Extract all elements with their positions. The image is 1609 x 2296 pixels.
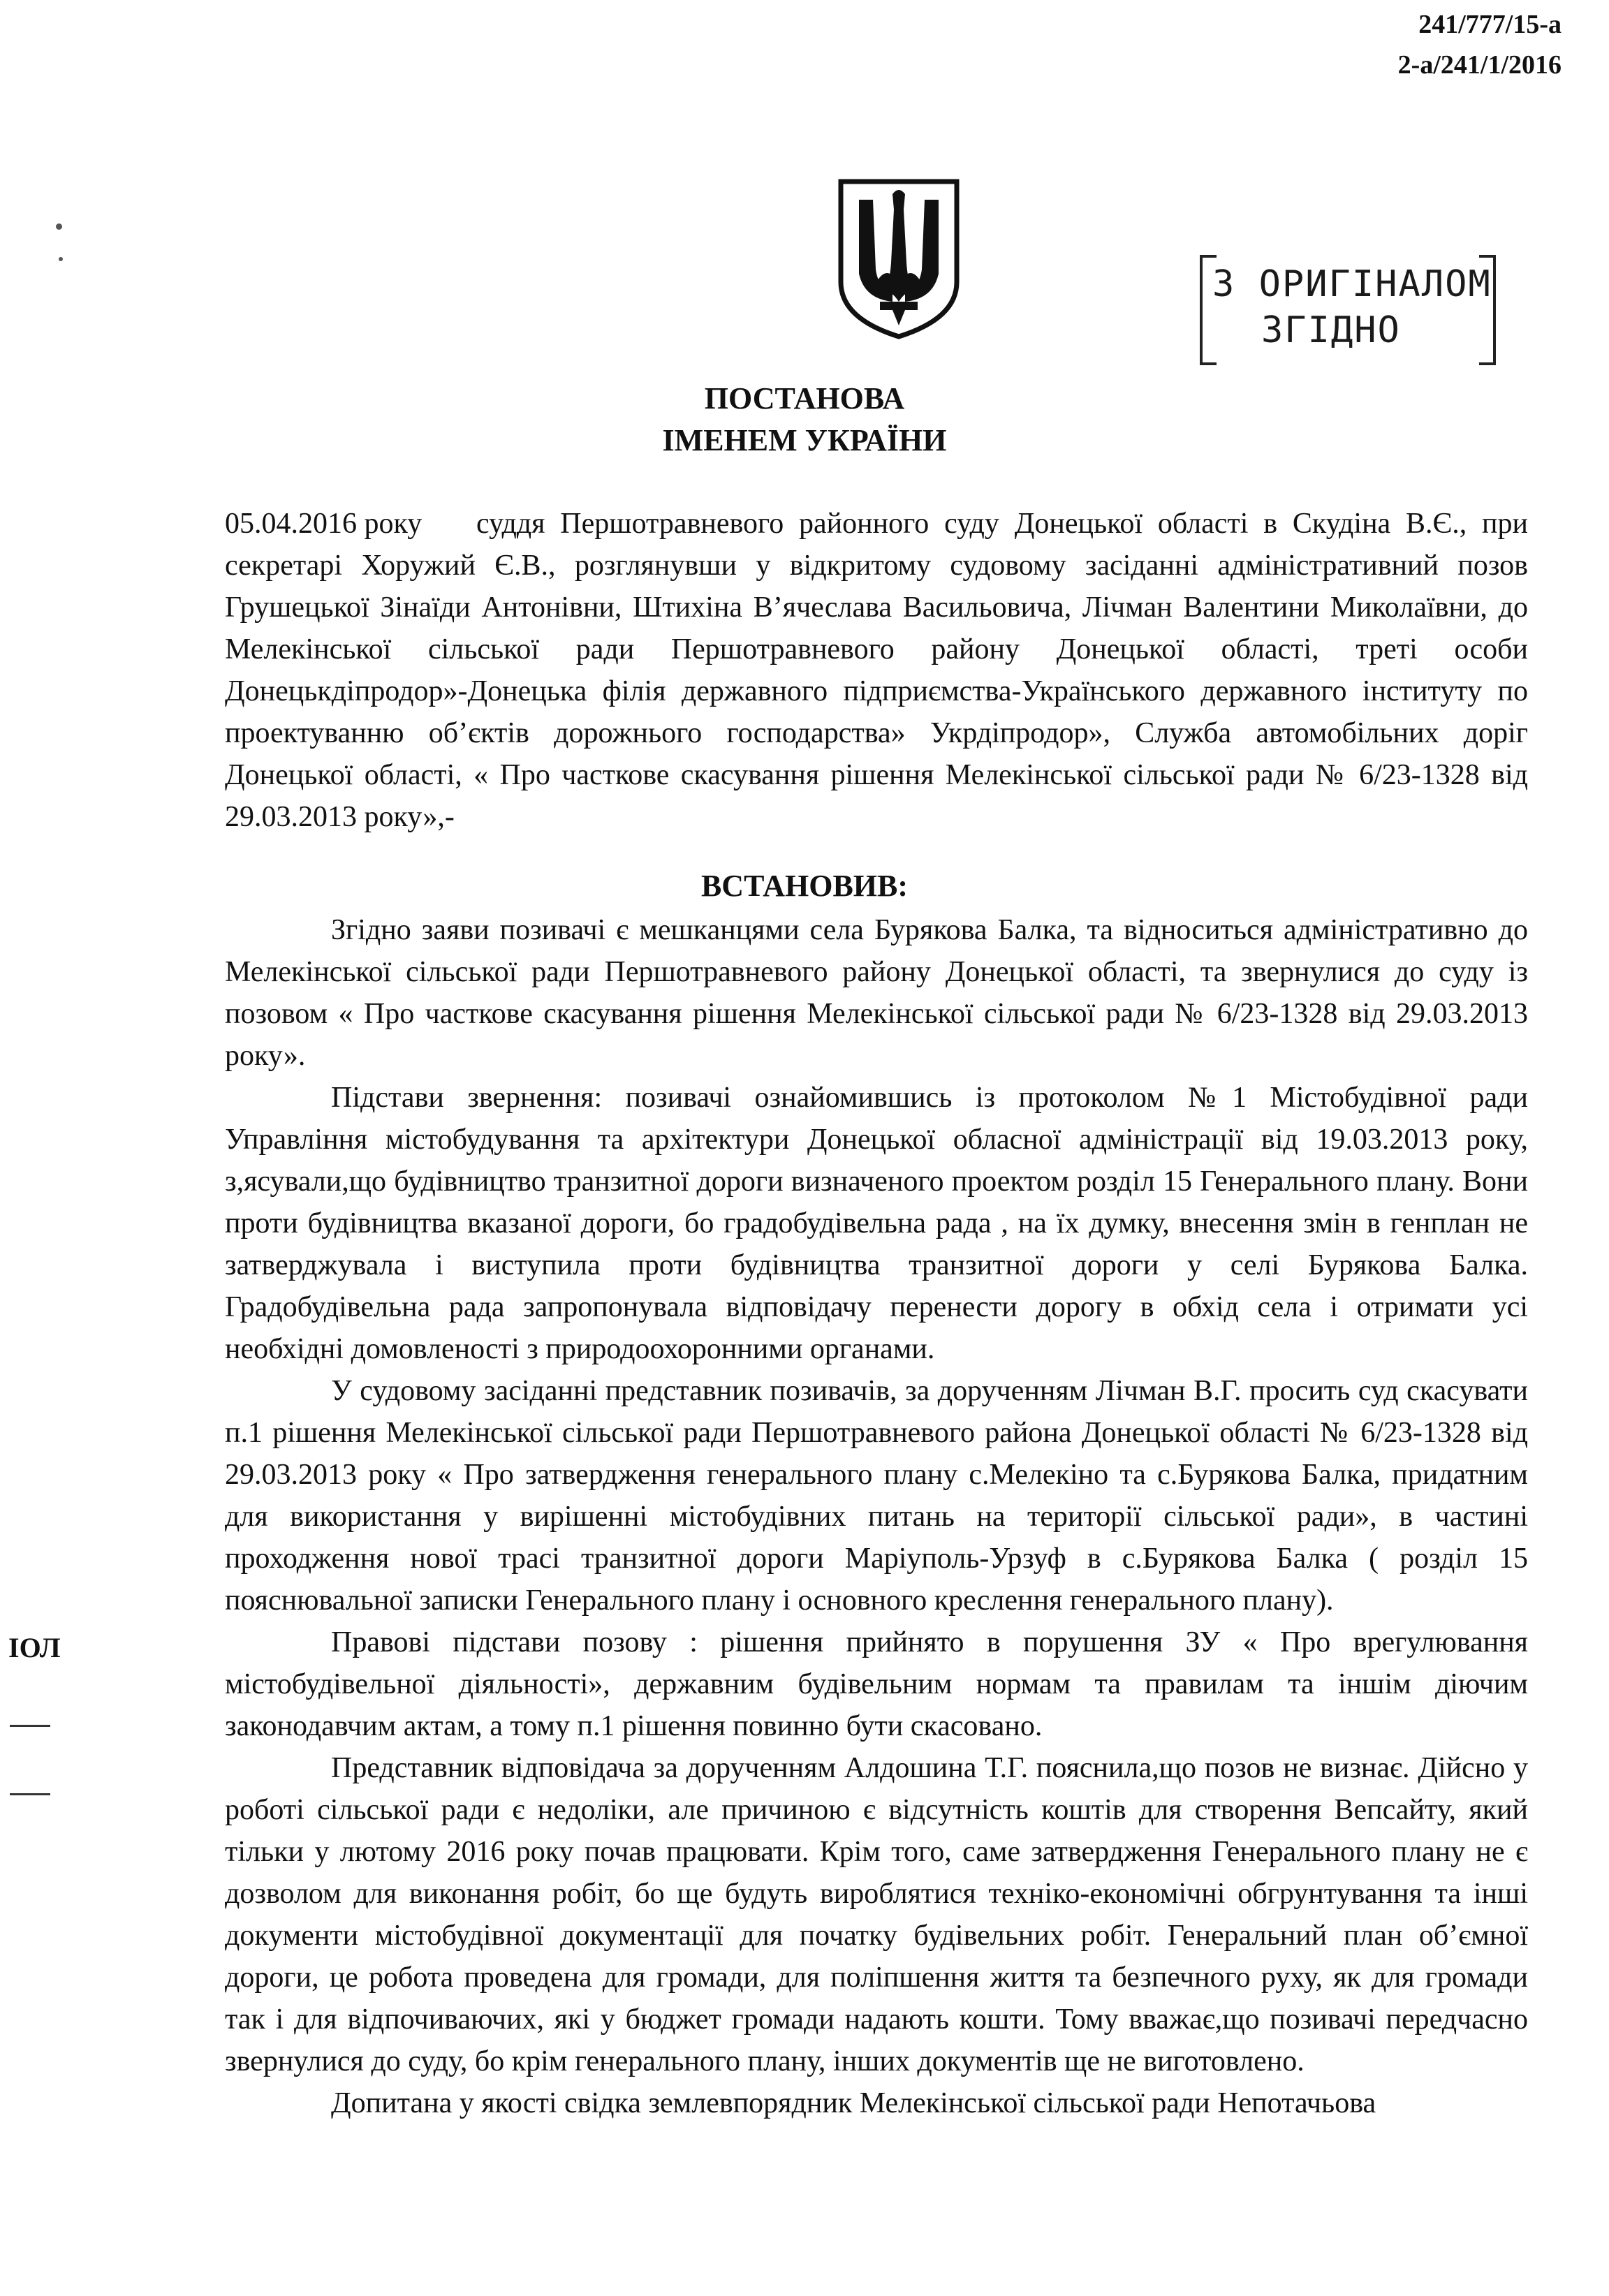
stamp-line-2: ЗГІДНО xyxy=(1261,309,1401,351)
margin-dash xyxy=(10,1793,50,1795)
paragraph: Згідно заяви позивачі є мешканцями села Бурякова Балка, та відноситься адміністративно до Мелекінської сільської ради Першотравневого району Донецької області, та звернулися до суду із позовом « Про часткове скасування рішення Мелекінської сільської ради № 6/23-1328 від 29.03.2013 року». xyxy=(225,914,1528,1072)
document-subtitle: ІМЕНЕМ УКРАЇНИ xyxy=(662,423,947,457)
paragraph: У судовому засіданні представник позивачів, за дорученням Лічман В.Г. просить суд скасувати п.1 рішення Мелекінської сільської ради Першотравневого района Донецької області № 6/23-1328 від 29.03.2013 року « Про затвердження генерального плану с.Мелекіно та с.Бурякова Балка, придатним для використання у вирішенні містобудівних питань на території сільської ради», в частині проходження нової трасі транзитної дороги Маріуполь-Урзуф в с.Бурякова Балка ( розділ 15 пояснювальної записки Генерального плану і основного креслення генерального плану). xyxy=(225,1375,1528,1617)
trident-emblem-icon xyxy=(837,179,961,339)
paragraph: Підстави звернення: позивачі ознайомившись із протоколом №1 Містобудівної ради Управління містобудування та архітектури Донецької обласної адміністрації від 19.03.2013 року, з,ясували,що будівництво транзитної дороги визначеного проектом розділ 15 Генерального плану. Вони проти будівництва вказаної дороги, бо градобудівельна рада , на їх думку, внесення змін в генплан не затверджувала і виступила проти будівництва транзитної дороги у селі Бурякова Балка. Градобудівельна рада запропонувала відповідачу перенести дорогу в обхід села і отримати усі необхідні домовленості з природоохоронними органами. xyxy=(225,1082,1528,1365)
paragraph: Представник відповідача за дорученням Алдошина Т.Г. пояснила,що позов не визнає. Дійсно у роботі сільської ради є недоліки, але причиною є відсутність коштів для створення Вепсайту, який тільки у лютому 2016 року почав працювати. Крім того, саме затвердження Генерального плану не є дозволом для виконання робіт, бо ще будуть вироблятися техніко-економічні обгрунтування та інші документи містобудівної документації для початку будівельних робіт. Генеральний план об’ємної дороги, це робота проведена для громади, для поліпшення життя та безпечного руху, як для громади так і для відпочиваючих, які у бюджет громади надають кошти. Тому вважає,що позивачі передчасно звернулися до суду, бо крім генерального плану, інших документів ще не виготовлено. xyxy=(225,1752,1528,2077)
intro-paragraph xyxy=(225,503,1528,838)
intro-text: суддя Першотравневого районного суду Донецької області в Скудіна В.Є., при секретарі Хоружий Є.В., розглянувши у відкритому судовому засіданні адміністративний позов Грушецької Зінаїди Антонівни, Штихіна В’ячеслава Васильовича, Лічман Валентини Миколаївни, до Мелекінської сільської ради Першотравневого району Донецької області, треті особи Донецькдіпродор»-Донецька філія державного підприємства-Українського державного інституту по проектуванню об’єктів дорожнього господарства» Укрдіпродор», Служба автомобільних доріг Донецької області, « Про часткове скасування рішення Мелекінської сільської ради № 6/23-1328 від 29.03.2013 року»,- xyxy=(225,508,1528,833)
paragraph: Допитана у якості свідка землевпорядник Мелекінської сільської ради Непотачьова xyxy=(331,2087,1376,2119)
paragraph: Правові підстави позову : рішення прийнято в порушення ЗУ « Про врегулювання містобудівельної діяльності», державним будівельним нормам та правилам та іншім діючим законодавчим актам, а тому п.1 рішення повинно бути скасовано. xyxy=(225,1626,1528,1742)
stamp-line-1: З ОРИГІНАЛОМ xyxy=(1212,263,1492,305)
section-heading: ВСТАНОВИВ: xyxy=(700,869,909,903)
case-numbers xyxy=(1398,4,1562,85)
document-title: ПОСТАНОВА xyxy=(704,381,905,415)
scan-speck xyxy=(56,223,62,230)
case-number-1: 241/777/15-а xyxy=(1418,10,1562,39)
certified-copy-stamp xyxy=(1200,255,1496,360)
case-number-2: 2-а/241/1/2016 xyxy=(1397,50,1562,80)
main-text xyxy=(225,909,1528,2124)
margin-dash xyxy=(10,1725,50,1727)
margin-note: ІОЛ xyxy=(8,1632,61,1663)
decision-date: 05.04.2016 року xyxy=(225,508,423,540)
scan-speck xyxy=(59,257,63,261)
